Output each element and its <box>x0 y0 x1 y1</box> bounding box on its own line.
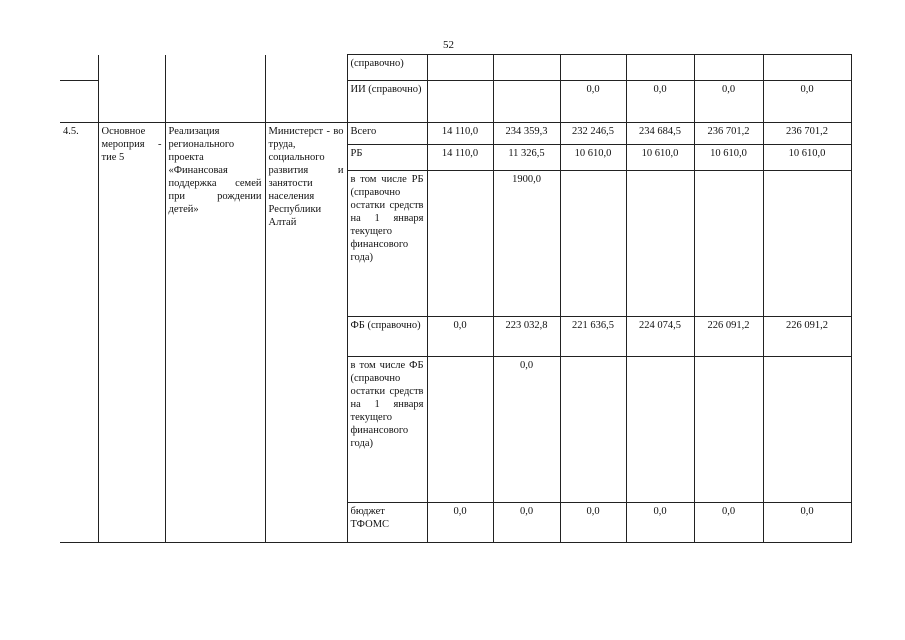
value-cell: 223 032,8 <box>493 317 560 357</box>
value-cell: 14 110,0 <box>427 123 493 145</box>
value-cell <box>694 357 763 503</box>
empty-cell <box>265 81 347 123</box>
source-cell: в том числе РБ (справочно остатки средств на 1 января текущего финансового года) <box>347 171 427 317</box>
value-cell: 0,0 <box>626 503 694 543</box>
value-cell: 236 701,2 <box>694 123 763 145</box>
activity-name: Реализация регионального проекта «Финансовая поддержка семей при рождении детей» <box>165 123 265 543</box>
source-cell: (справочно) <box>347 55 427 81</box>
value-cell: 10 610,0 <box>694 145 763 171</box>
source-cell: бюджет ТФОМС <box>347 503 427 543</box>
value-cell: 226 091,2 <box>694 317 763 357</box>
value-cell <box>763 357 851 503</box>
value-cell: 232 246,5 <box>560 123 626 145</box>
table-row <box>60 123 851 145</box>
empty-cell <box>60 81 98 123</box>
value-cell: 0,0 <box>560 81 626 123</box>
value-cell: 0,0 <box>560 503 626 543</box>
value-cell: 221 636,5 <box>560 317 626 357</box>
source-cell: РБ <box>347 145 427 171</box>
value-cell: 234 684,5 <box>626 123 694 145</box>
source-cell: в том числе ФБ (справочно остатки средств на 1 января текущего финансового года) <box>347 357 427 503</box>
value-cell: 10 610,0 <box>560 145 626 171</box>
value-cell <box>763 171 851 317</box>
value-cell <box>493 81 560 123</box>
source-cell: ИИ (справочно) <box>347 81 427 123</box>
value-cell <box>560 171 626 317</box>
value-cell: 224 074,5 <box>626 317 694 357</box>
empty-cell <box>165 55 265 81</box>
source-cell: ФБ (справочно) <box>347 317 427 357</box>
value-cell <box>626 55 694 81</box>
empty-cell <box>265 55 347 81</box>
value-cell <box>763 55 851 81</box>
value-cell: 10 610,0 <box>626 145 694 171</box>
value-cell <box>427 171 493 317</box>
value-cell: 1900,0 <box>493 171 560 317</box>
budget-table <box>60 54 852 543</box>
value-cell: 14 110,0 <box>427 145 493 171</box>
source-cell: Всего <box>347 123 427 145</box>
table-row <box>60 81 851 123</box>
value-cell <box>694 55 763 81</box>
value-cell: 236 701,2 <box>763 123 851 145</box>
empty-cell <box>98 55 165 81</box>
value-cell: 0,0 <box>694 81 763 123</box>
value-cell: 10 610,0 <box>763 145 851 171</box>
value-cell: 0,0 <box>626 81 694 123</box>
value-cell <box>493 55 560 81</box>
page-number: 52 <box>443 39 454 51</box>
value-cell <box>560 357 626 503</box>
value-cell: 0,0 <box>493 503 560 543</box>
empty-cell <box>60 55 98 81</box>
table-row <box>60 55 851 81</box>
value-cell: 0,0 <box>427 503 493 543</box>
value-cell: 0,0 <box>694 503 763 543</box>
value-cell <box>427 55 493 81</box>
value-cell <box>560 55 626 81</box>
value-cell: 0,0 <box>763 81 851 123</box>
value-cell: 11 326,5 <box>493 145 560 171</box>
value-cell <box>694 171 763 317</box>
activity-number: 4.5. <box>60 123 98 543</box>
value-cell <box>626 171 694 317</box>
value-cell: 0,0 <box>427 317 493 357</box>
empty-cell <box>98 81 165 123</box>
value-cell: 226 091,2 <box>763 317 851 357</box>
empty-cell <box>165 81 265 123</box>
value-cell: 0,0 <box>763 503 851 543</box>
activity-executor: Министерст - во труда, социального развития и занятости населения Республики Алтай <box>265 123 347 543</box>
value-cell: 234 359,3 <box>493 123 560 145</box>
value-cell <box>427 81 493 123</box>
activity-type: Основное мероприя - тие 5 <box>98 123 165 543</box>
value-cell <box>427 357 493 503</box>
value-cell: 0,0 <box>493 357 560 503</box>
value-cell <box>626 357 694 503</box>
